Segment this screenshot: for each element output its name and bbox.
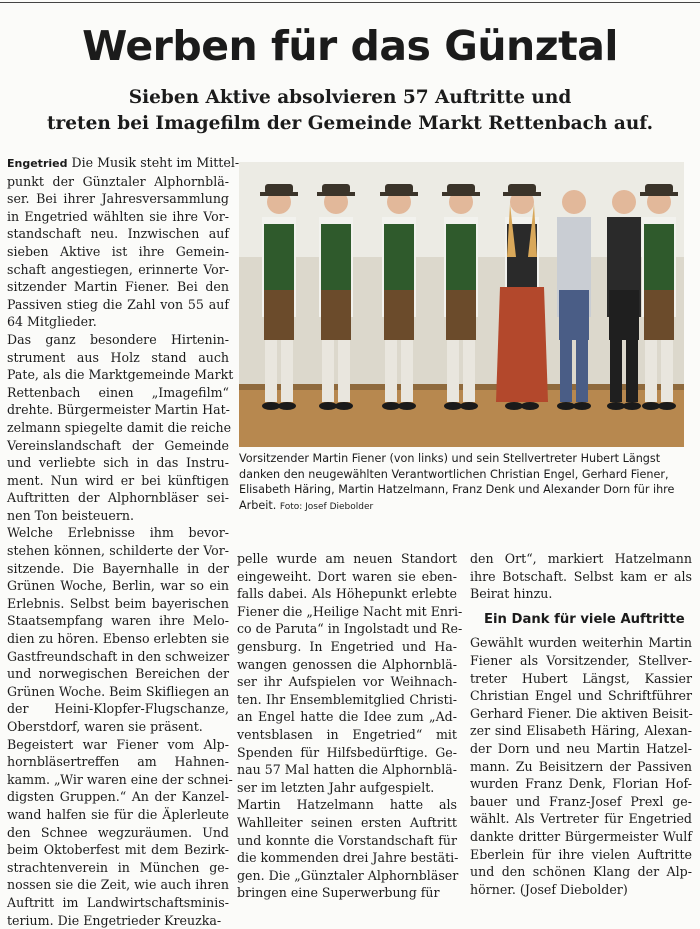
- text-line: kamm. „Wir waren eine der schnei-: [7, 771, 233, 787]
- text-line: schaft angestiegen, erinnerte Vor-: [7, 261, 229, 277]
- text-line: Gastfreundschaft in den schweizer: [7, 648, 230, 664]
- text-line: strument aus Holz stand auch: [7, 349, 229, 365]
- text-line: bauer und Franz-Josef Prexl ge-: [470, 793, 692, 809]
- text-line: co de Paruta“ in Ingolstadt und Re-: [237, 621, 463, 637]
- text-line: an Engel hatte die Idee zum „Ad-: [237, 709, 457, 725]
- text-line: treter Hubert Längst, Kassier: [470, 670, 692, 686]
- text-line: digsten Gruppen.“ An der Kanzel-: [7, 789, 229, 805]
- text-line: punkt der Günztaler Alphornblä-: [7, 173, 229, 189]
- text-line: Oberstdorf, waren sie präsent.: [7, 719, 203, 734]
- text-line: ser. Bei ihrer Jahresversammlung: [7, 191, 229, 207]
- text-line: nossen sie die Zeit, wie auch ihren: [7, 877, 229, 893]
- column-3-body: [470, 634, 692, 898]
- text-line: pelle wurde am neuen Standort: [237, 551, 457, 566]
- text-line: eingeweiht. Dort waren sie eben-: [237, 568, 457, 584]
- text-line: standschaft neu. Inzwischen auf: [7, 226, 229, 242]
- text-span: Die Musik steht im Mittel-: [71, 155, 240, 170]
- text-line: falls dabei. Als Höhepunkt erlebte: [237, 586, 457, 602]
- text-line: wählt. Als Vertreter für Engetried: [470, 811, 692, 827]
- subheadline-line-1: Sieben Aktive absolvieren 57 Auftritte und: [128, 87, 572, 108]
- caption-line: Vorsitzender Martin Fiener (von links) und sein Stellvertreter Hubert Längst: [239, 452, 661, 465]
- text-line: den Schnee wegzuräumen. Und: [7, 824, 229, 840]
- text-line: ser im letzten Jahr aufgespielt.: [237, 779, 435, 795]
- text-line: beim Oktoberfest mit dem Bezirk-: [7, 842, 229, 858]
- text-line: ihre Botschaft. Selbst kam er als: [470, 568, 692, 584]
- headline: Werben für das Günztal: [82, 22, 618, 70]
- article-column-2: [237, 550, 463, 902]
- text-line: mann. Zu Beisitzern der Passiven: [470, 758, 692, 774]
- text-line: gen. Die „Günztaler Alphornbläser: [237, 867, 459, 883]
- text-line: zer sind Elisabeth Häring, Alexan-: [470, 723, 692, 739]
- text-line: ser ihr Aufspielen vor Weihnach-: [237, 674, 457, 690]
- article-column-3: [470, 550, 692, 898]
- text-line: strachtenverein in München ge-: [7, 859, 229, 875]
- text-line: der Heini-Klopfer-Flugschanze,: [7, 701, 229, 717]
- text-line: drehte. Bürgermeister Martin Hat-: [7, 402, 230, 418]
- text-line: und norwegischen Bereichen der: [7, 666, 229, 682]
- text-line: Das ganz besondere Hirtenin-: [7, 331, 229, 347]
- text-line: wangen genossen die Alphornblä-: [237, 656, 457, 672]
- subheadline-line-2: treten bei Imagefilm der Gemeinde Markt Rettenbach auf.: [46, 113, 654, 134]
- text-line: stehen können, schilderte der Vor-: [7, 543, 229, 559]
- text-line: hörner. (Josef Diebolder): [470, 881, 628, 897]
- text-line: Passiven stieg die Zahl von 55 auf: [7, 296, 229, 312]
- dateline: Engetried: [7, 157, 68, 170]
- text-line: Gerhard Fiener. Die aktiven Beisit-: [470, 705, 693, 721]
- text-line: ment. Nun wird er bei künftigen: [7, 472, 229, 488]
- group-photo: [239, 162, 684, 447]
- text-line: ten. Ihr Ensemblemitglied Christi-: [237, 691, 457, 707]
- text-line: bringen eine Superwerbung für: [237, 885, 440, 901]
- text-line: sitzende. Die Bayernhalle in der: [7, 560, 229, 576]
- text-line: die kommenden drei Jahre bestäti-: [237, 850, 459, 866]
- text-line: Staatsempfang waren ihre Melo-: [7, 613, 229, 629]
- text-line: in Engetried wählten sie ihre Vor-: [7, 208, 229, 224]
- text-line: Grünen Woche, Berlin, war so ein: [7, 578, 229, 594]
- text-line: nau 57 Mal hatten die Alphornblä-: [237, 762, 457, 778]
- text-line: Fiener die „Heilige Nacht mit Enri-: [237, 603, 463, 619]
- photo-credit: Foto: Josef Diebolder: [279, 501, 374, 512]
- text-line: Begeistert war Fiener vom Alp-: [7, 736, 229, 752]
- top-rule: [0, 2, 700, 3]
- text-line: nen Ton beisteuern.: [7, 507, 135, 523]
- text-line: Spenden für Hilfsbedürftige. Ge-: [237, 744, 457, 760]
- text-line: Vereinslandschaft der Gemeinde: [7, 437, 229, 453]
- text-line: der Dorn und neu Martin Hatzel-: [470, 740, 692, 756]
- text-line: den Ort“, markiert Hatzelmann: [470, 551, 692, 566]
- text-line: dankte dritter Bürgermeister Wulf: [470, 828, 692, 844]
- text-line: Beirat hinzu.: [470, 586, 553, 602]
- text-line: wand halfen sie für die Äplerleute: [7, 806, 229, 822]
- text-line: Fiener als Vorsitzender, Stellver-: [470, 652, 692, 668]
- text-line: ventsblasen in Engetried“ mit: [237, 726, 457, 742]
- subheading: Ein Dank für viele Auftritte: [484, 611, 685, 627]
- text-line: hornbläsertreffen am Hahnen-: [7, 754, 229, 770]
- caption-line: danken den neugewählten Verantwortlichen Christian Engel, Gerhard Fiener,: [239, 467, 669, 481]
- text-line: Christian Engel und Schriftführer: [470, 688, 692, 704]
- text-line: wurden Franz Denk, Florian Hof-: [470, 776, 692, 792]
- text-line: Wahlleiter seinen ersten Auftritt: [237, 814, 457, 830]
- text-line: Eberlein für ihre vielen Auftritte: [470, 846, 692, 862]
- photo-caption: [239, 451, 687, 515]
- text-line: Grünen Woche. Beim Skifliegen an: [7, 683, 230, 699]
- column-3-intro: [470, 550, 692, 603]
- text-line: Auftritt im Landwirtschaftsminis-: [7, 894, 229, 910]
- text-line: und verliebte sich in das Instru-: [7, 455, 229, 471]
- text-line: und konnte die Vorstandschaft für: [237, 832, 457, 848]
- text-line: Auftritten der Alphornbläser sei-: [7, 490, 229, 506]
- text-line: dien zu hören. Ebenso erlebten sie: [7, 631, 230, 647]
- text-line: Erlebnis. Selbst beim bayerischen: [7, 595, 229, 611]
- text-line: Gewählt wurden weiterhin Martin: [470, 635, 692, 651]
- text-line: Rettenbach einen „Imagefilm“: [7, 384, 229, 400]
- text-line: gensburg. In Engetried und Ha-: [237, 638, 457, 654]
- caption-line: Elisabeth Häring, Martin Hatzelmann, Franz Denk und Alexander Dorn für ihre: [239, 483, 675, 497]
- text-line: Welche Erlebnisse ihm bevor-: [7, 525, 229, 541]
- text-line: sieben Aktive ist ihre Gemein-: [7, 243, 229, 259]
- text-line: [7, 154, 240, 173]
- article-column-1: [7, 154, 240, 929]
- caption-line: Arbeit.: [239, 498, 277, 512]
- text-line: zelmann spiegelte damit die reiche: [7, 419, 232, 435]
- text-line: Martin Hatzelmann hatte als: [237, 797, 457, 813]
- text-line: 64 Mitglieder.: [7, 314, 97, 330]
- text-line: terium. Die Engetrieder Kreuzka-: [7, 912, 222, 928]
- text-line: und den schönen Klang der Alp-: [470, 864, 692, 880]
- text-line: sitzender Martin Fiener. Bei den: [7, 279, 229, 295]
- text-line: Pate, als die Marktgemeinde Markt: [7, 367, 234, 383]
